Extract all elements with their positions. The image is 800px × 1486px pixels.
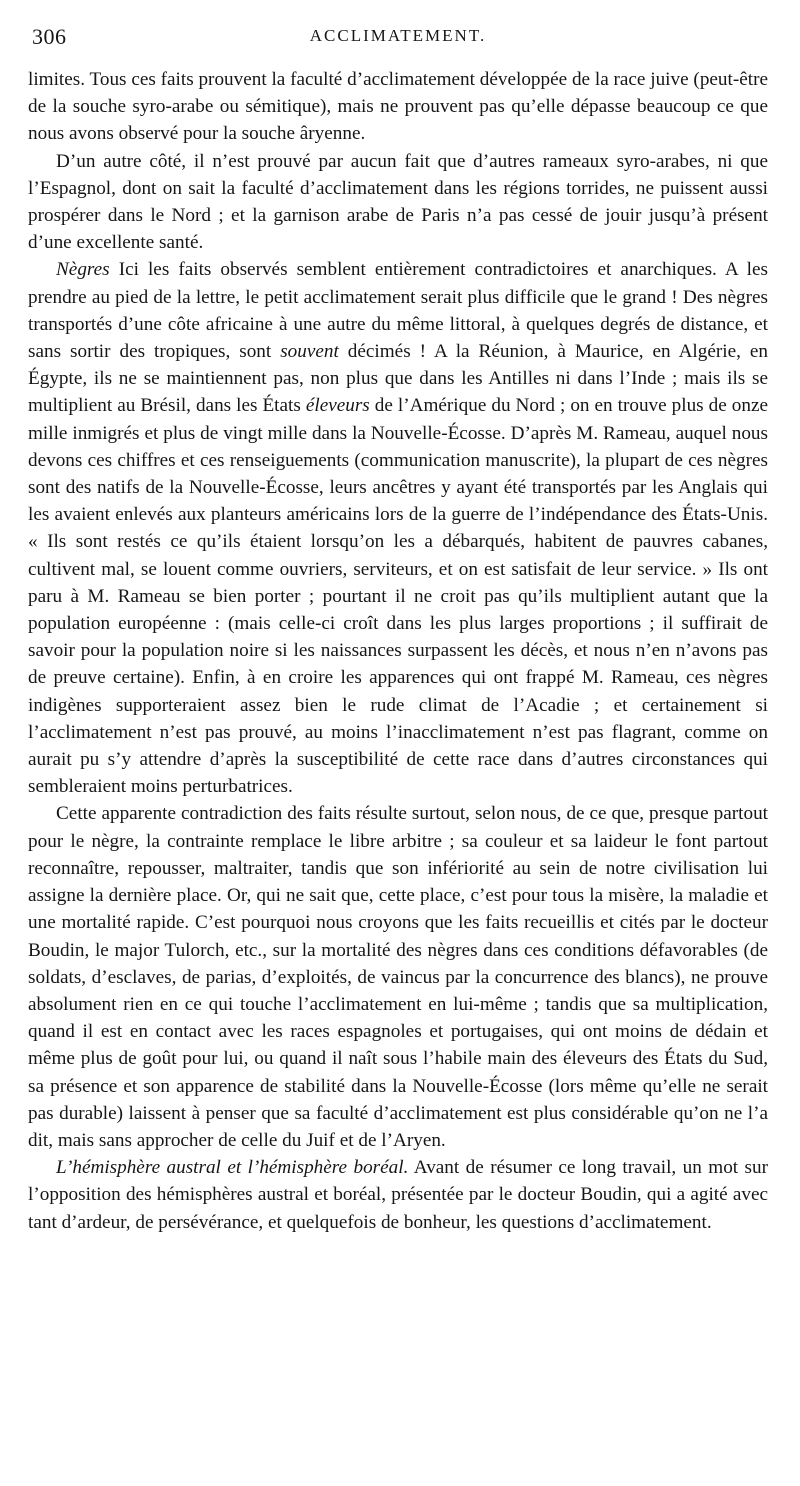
running-head: ACCLIMATEMENT. xyxy=(309,26,487,45)
paragraph-negres-text-2: décimés ! A la Réunion, à Maurice, en Algérie, en Égypte, ils ne se maintiennent pas, non plus que dans les Antilles ni dans l’Inde ; mais ils se multiplient au Brésil, dans les États xyxy=(28,341,768,417)
paragraph-negres-text-1: Ici les faits observés semblent entièrement contradictoires et anarchiques. A les prendre au pied de la lettre, le petit acclimatement serait plus difficile que le grand ! Des nègres transportés d’une côte africaine à une autre du même littoral, à quelques degrés de distance, et sans sortir des tropiques, sont xyxy=(28,259,768,363)
book-page xyxy=(28,24,768,1236)
body-text xyxy=(28,66,768,1236)
section-lead-hemispheres: L’hémisphère austral et l’hémisphère boréal. xyxy=(56,1157,409,1179)
section-lead-negres: Nègres xyxy=(56,259,110,281)
emphasis-eleveurs: éleveurs xyxy=(305,395,370,417)
paragraph-syro-arabes: D’un autre côté, il n’est prouvé par aucun fait que d’autres rameaux syro-arabes, ni que l’Espagnol, dont on sait la faculté d’acclimatement dans les régions torrides, ne puissent aussi prospérer dans le Nord ; et la garnison arabe de Paris n’a pas cessé de jouir jusqu’à présent d’une excellente santé. xyxy=(28,150,768,254)
paragraph-hemispheres-text: Avant de résumer ce long travail, un mot sur l’opposition des hémisphères austral et boréal, présentée par le docteur Boudin, qui a agité avec tant d’ardeur, de persévérance, et quelquefois de bonheur, les questions d’acclimatement. xyxy=(28,1157,768,1233)
paragraph-contradiction: Cette apparente contradiction des faits résulte surtout, selon nous, de ce que, presque partout pour le nègre, la contrainte remplace le libre arbitre ; sa couleur et sa laideur le font partout reconnaître, repousser, maltraiter, tandis que son infériorité au sein de notre civilisation lui assigne la dernière place. Or, qui ne sait que, cette place, c’est pour tous la misère, la maladie et une mortalité rapide. C’est pourquoi nous croyons que les faits recueillis et cités par le docteur Boudin, le major Tulorch, etc., sur la mortalité des nègres dans ces conditions défavorables (de soldats, d’esclaves, de parias, d’exploités, de vaincus par la concurrence des blancs), ne prouve absolument rien en ce qui touche l’acclimatement en lui-même ; tandis que sa multiplication, quand il est en contact avec les races espagnoles et portugaises, qui ont moins de dédain et même plus de goût pour lui, ou quand il naît sous l’habile main des éleveurs des États du Sud, sa présence et son apparence de stabilité dans la Nouvelle-Écosse (lors même qu’elle ne serait pas durable) laissent à penser que sa faculté d’acclimatement est plus considérable qu’on ne l’a dit, mais sans approcher de celle du Juif et de l’Aryen. xyxy=(28,803,768,1151)
paragraph-negres xyxy=(28,256,768,800)
emphasis-souvent: souvent xyxy=(280,341,339,363)
paragraph-hemispheres xyxy=(28,1154,768,1236)
page-header xyxy=(28,24,768,54)
paragraph-race-juive: limites. Tous ces faits prouvent la faculté d’acclimatement développée de la race juive (peut-être de la souche syro-arabe ou sémitique), mais ne prouvent pas qu’elle dépasse beaucoup ce que nous avons observé pour la souche âryenne. xyxy=(28,69,768,145)
paragraph-negres-text-3: de l’Amérique du Nord ; on en trouve plus de onze mille inmigrés et plus de vingt mille dans la Nouvelle-Écosse. D’après M. Rameau, auquel nous devons ces chiffres et ces renseiguements (communication manuscrite), la plupart de ces nègres sont des natifs de la Nouvelle-Écosse, leurs ancêtres y ayant été transportés par les Anglais qui les avaient enlevés aux planteurs américains lors de la guerre de l’indépendance des États-Unis. « Ils sont restés ce qu’ils étaient lorsqu’on les a débarqués, habitent de pauvres cabanes, cultivent mal, se louent comme ouvriers, serviteurs, et on est satisfait de leur service. » Ils ont paru à M. Rameau se bien porter ; pourtant il ne croit pas qu’ils multiplient autant que la population européenne : (mais celle-ci croît dans les plus larges proportions ; il suffirait de savoir pour la population noire si les naissances surpassent les décès, et nous n’en n’avons pas de preuve certaine). Enfin, à en croire les apparences qui ont frappé M. Rameau, ces nègres indigènes supporteraient assez bien le rude climat de l’Acadie ; et certainement si l’acclimatement n’est pas prouvé, au moins l’inacclimatement n’est pas flagrant, comme on aurait pu s’y attendre d’après la susceptibilité de cette race dans d’autres circonstances qui sembleraient moins perturbatrices. xyxy=(28,395,768,798)
page-number: 306 xyxy=(32,24,67,49)
